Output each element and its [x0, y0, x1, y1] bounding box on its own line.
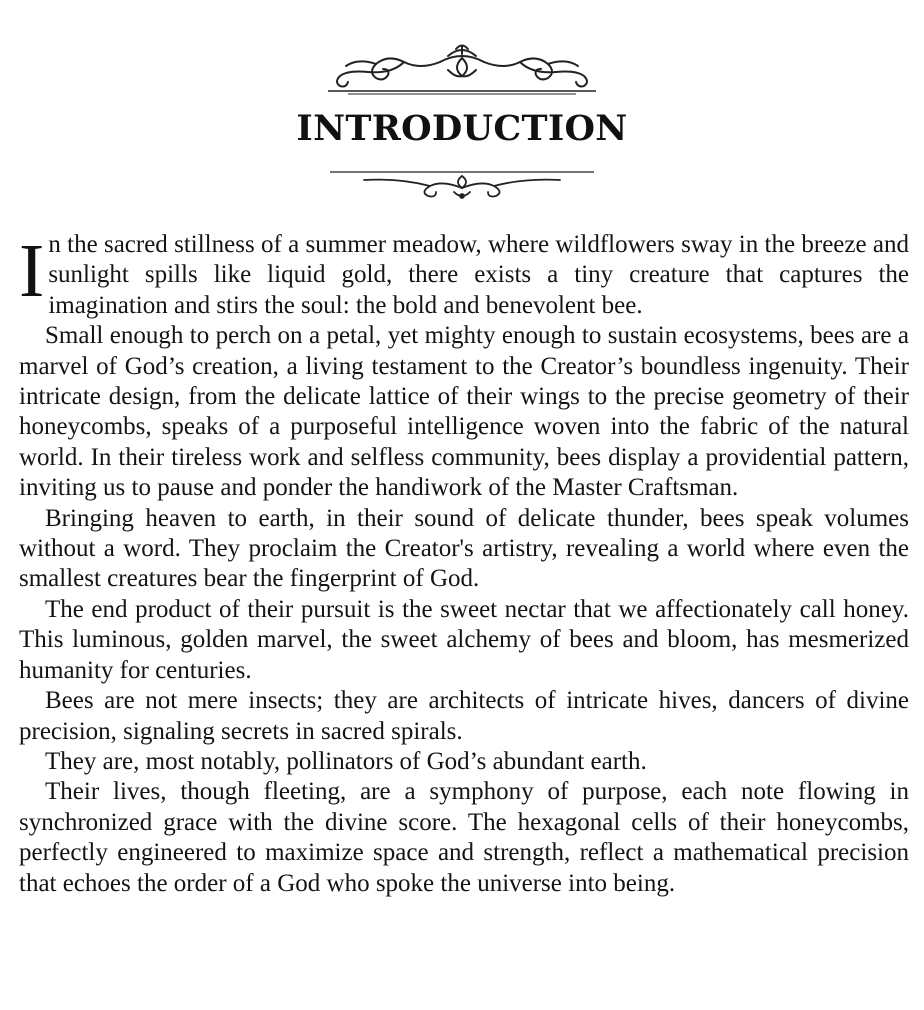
- paragraph-7: Their lives, though fleeting, are a symphony of purpose, each note flowing in synchronized grace with the divine score. The hexagonal cells of their honeycombs, perfectly engineered to maximize space and strength, reflect a mathematical precision that echoes the order of a God who spoke the universe into being.: [19, 778, 909, 897]
- bottom-divider-ornament: [330, 168, 594, 204]
- paragraph-1: [19, 230, 909, 321]
- paragraph-1-text: n the sacred stillness of a summer meadow, where wildflowers sway in the breeze and sunlight spills like liquid gold, there exists a tiny creature that captures the imagination and stirs the soul: the bold and benevolent bee.: [48, 231, 909, 319]
- paragraph-6: They are, most notably, pollinators of God’s abundant earth.: [45, 747, 647, 775]
- top-flourish-ornament: [328, 40, 596, 96]
- paragraph-3: Bringing heaven to earth, in their sound of delicate thunder, bees speak volumes without a word. They proclaim the Creator's artistry, revealing a world where even the smallest creatures bear the fingerprint of God.: [19, 504, 909, 593]
- drop-cap: I: [19, 229, 45, 313]
- paragraph-4: The end product of their pursuit is the sweet nectar that we affectionately call honey. This luminous, golden marvel, the sweet alchemy of bees and bloom, has mesmerized humanity for centuries.: [19, 595, 909, 684]
- page-title: INTRODUCTION: [296, 108, 628, 149]
- body-text: [19, 230, 909, 899]
- paragraph-5: Bees are not mere insects; they are architects of intricate hives, dancers of divine precision, signaling secrets in sacred spirals.: [19, 687, 909, 745]
- paragraph-2: Small enough to perch on a petal, yet mighty enough to sustain ecosystems, bees are a marvel of God’s creation, a living testament to the Creator’s boundless ingenuity. Their intricate design, from the delicate lattice of their wings to the precise geometry of their honeycombs, speaks of a purposeful intelligence woven into the fabric of the natural world. In their tireless work and selfless community, bees display a providential pattern, inviting us to pause and ponder the handiwork of the Master Craftsman.: [19, 322, 909, 502]
